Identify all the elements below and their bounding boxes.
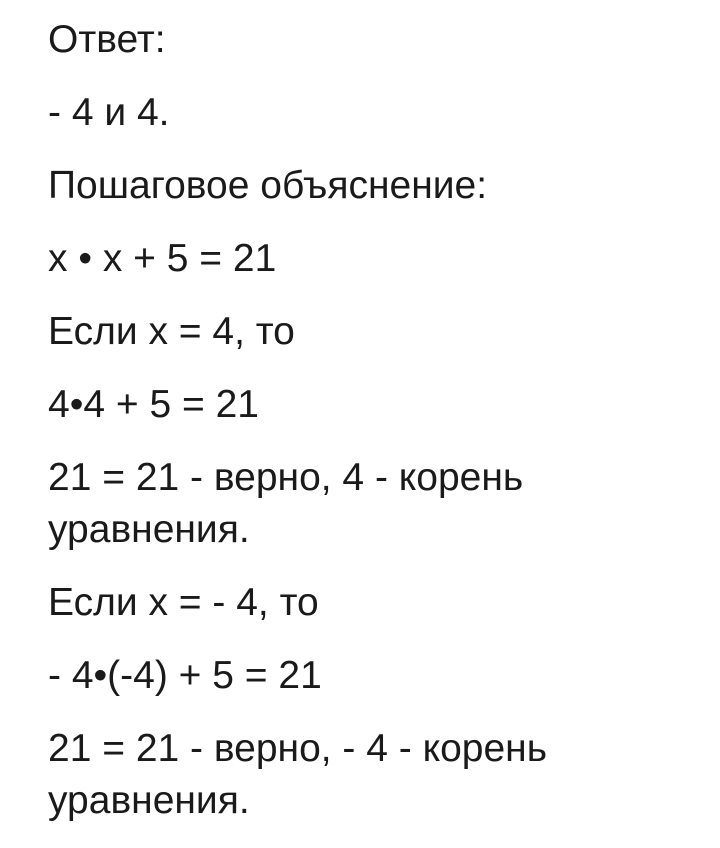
case1-substitution: 4•4 + 5 = 21 xyxy=(48,383,259,426)
explanation-label: Пошаговое объяснение: xyxy=(48,164,488,207)
equation: x • x + 5 = 21 xyxy=(48,237,277,280)
case2-condition: Если x = - 4, то xyxy=(48,581,319,624)
solution-document xyxy=(48,14,698,848)
case1-condition: Если x = 4, то xyxy=(48,310,295,353)
answer-label: Ответ: xyxy=(48,18,166,61)
case2-check: 21 = 21 - верно, - 4 - корень уравнения. xyxy=(48,727,558,822)
case1-check: 21 = 21 - верно, 4 - корень уравнения. xyxy=(48,456,535,551)
answer-value: - 4 и 4. xyxy=(48,91,170,134)
case2-substitution: - 4•(-4) + 5 = 21 xyxy=(48,654,322,697)
